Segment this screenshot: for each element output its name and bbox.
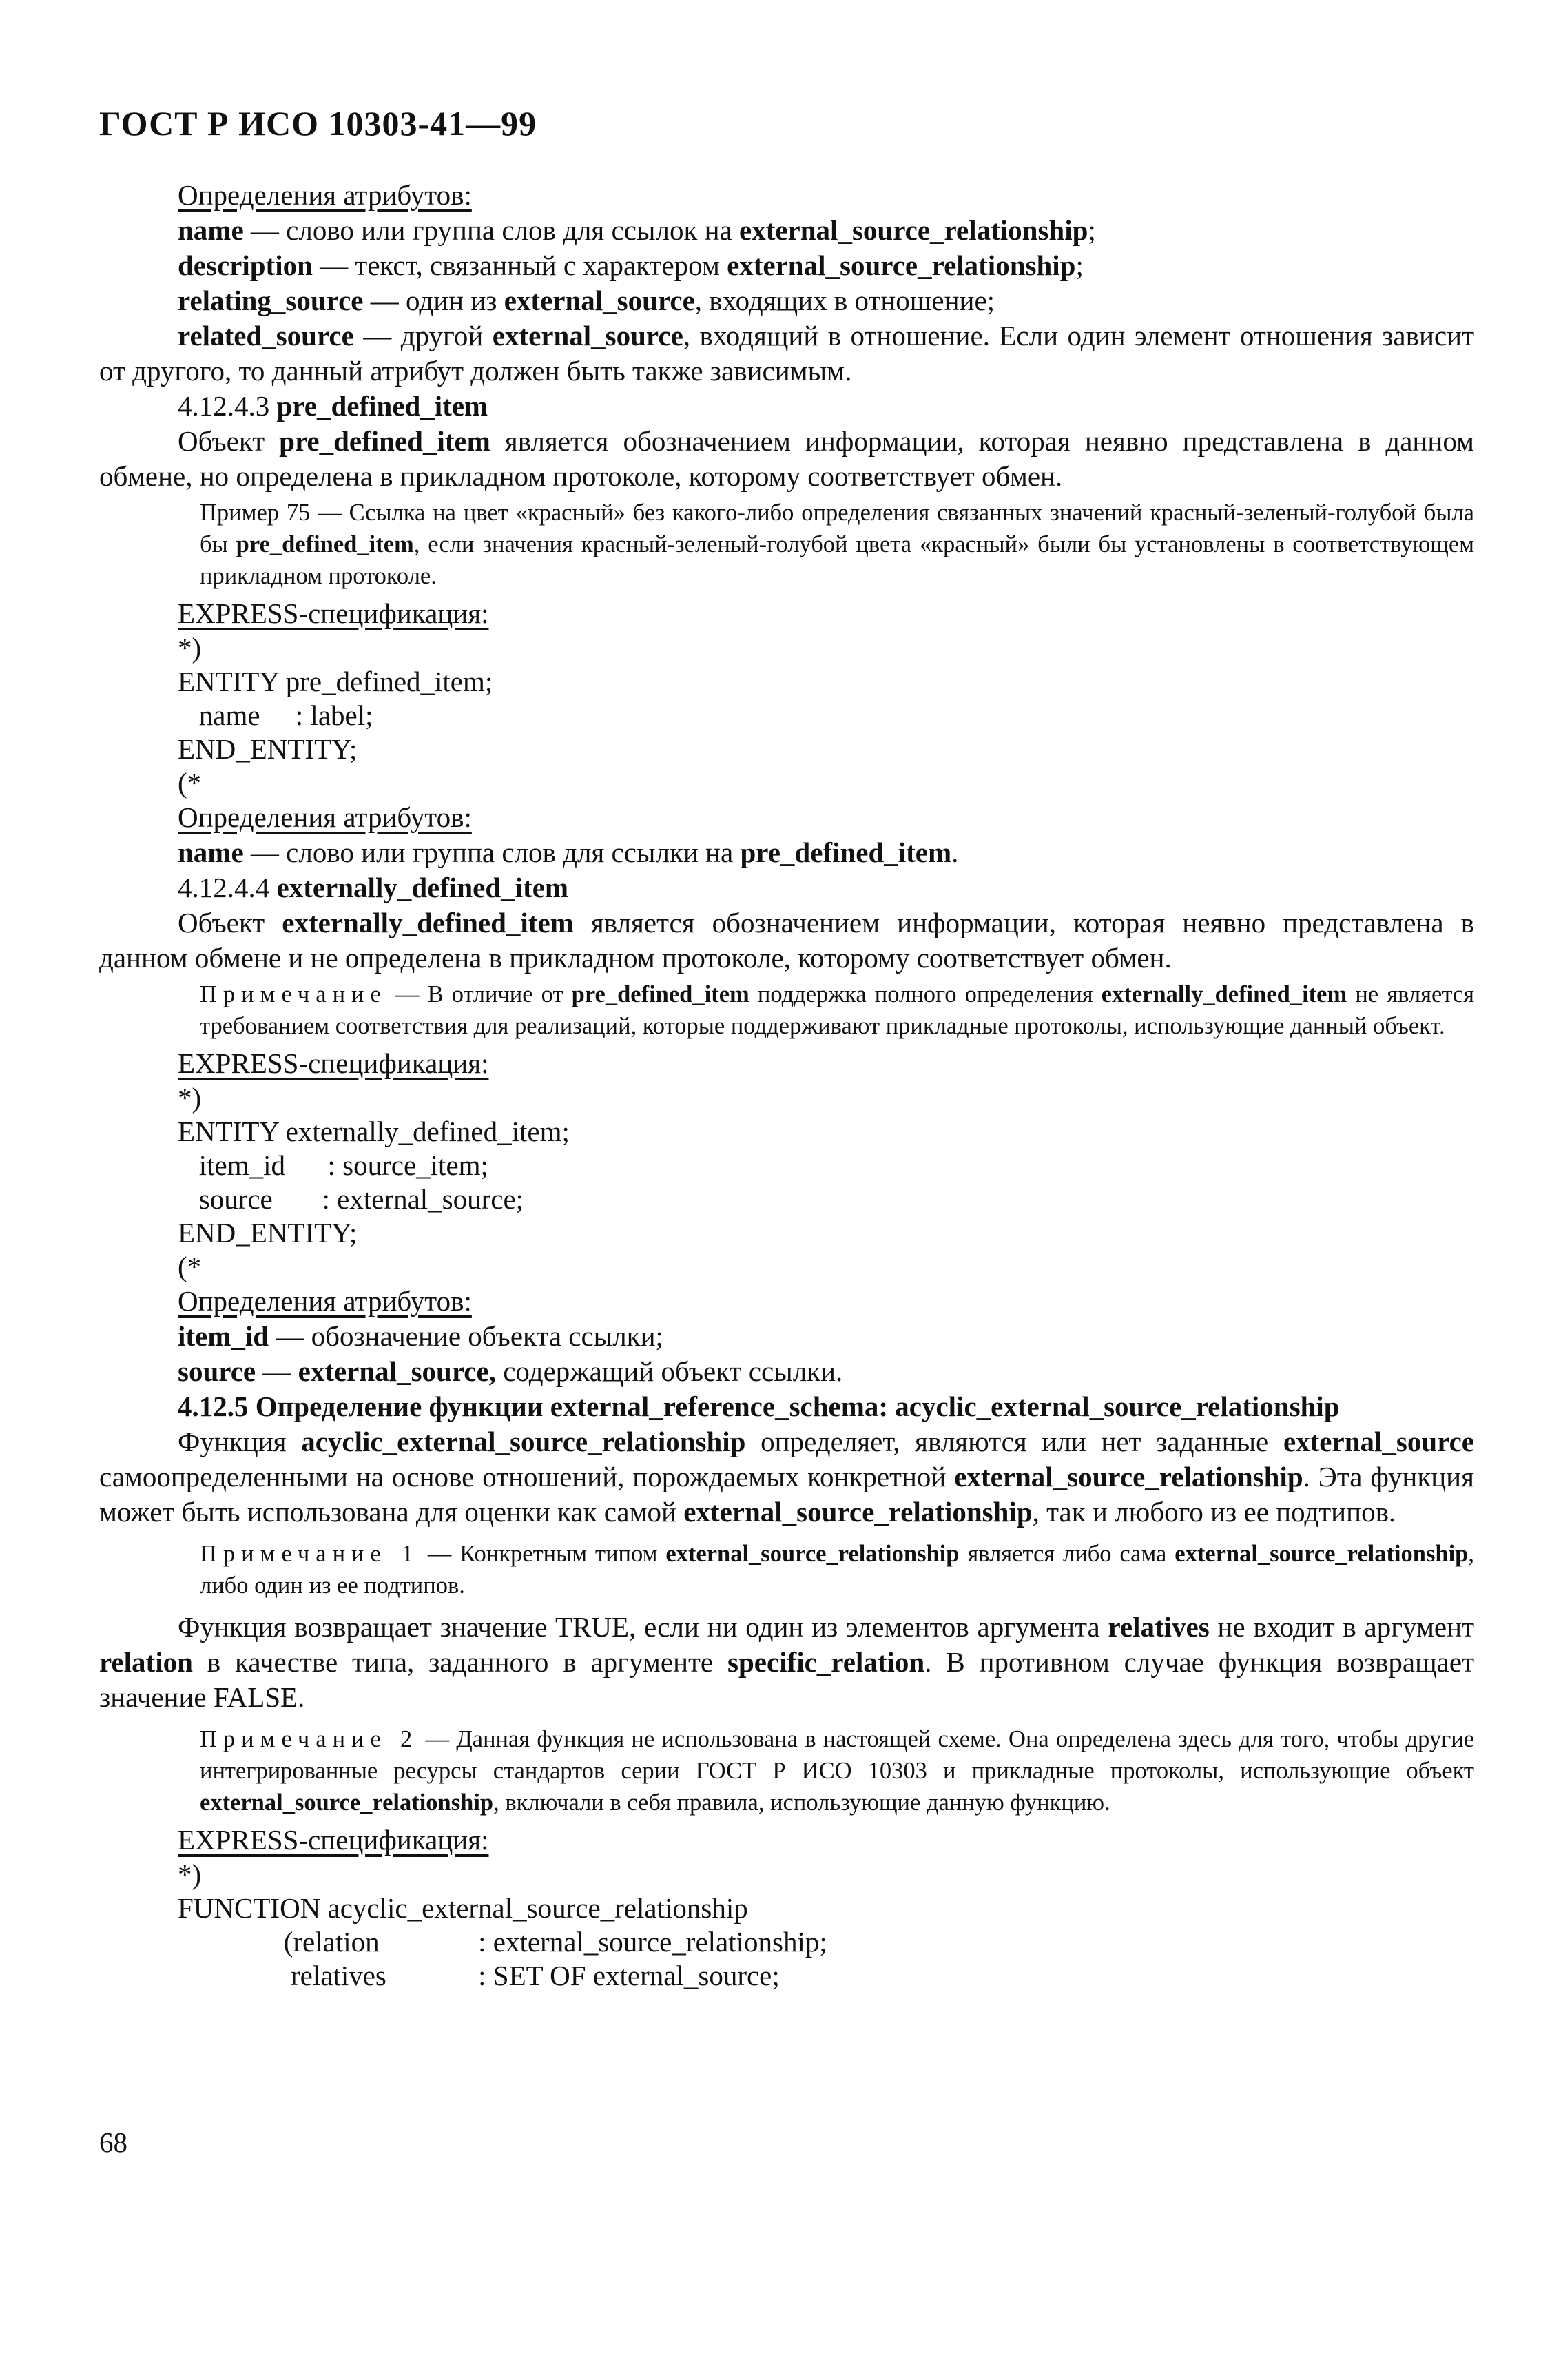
attr-defs-label (99, 178, 1474, 213)
entity-ref: external_source (492, 320, 683, 351)
text: — текст, связанный с характером (312, 249, 727, 281)
section-heading-pre-defined-item (99, 389, 1474, 424)
page-number: 68 (99, 2126, 127, 2158)
text: в качестве типа, заданного в аргументе (192, 1646, 728, 1678)
text: — Конкретным типом (419, 1541, 666, 1567)
code-line: END_ENTITY; (178, 733, 358, 765)
text: . (951, 837, 959, 868)
attr-def-relating-source (99, 283, 1474, 318)
entity-ref: external_source_relationship (683, 1496, 1033, 1528)
code-line: (relation : external_source_relationship; (178, 1926, 827, 1958)
section-title: 4.12.5 Определение функции external_reference_schema: acyclic_external_source_relationship (178, 1391, 1340, 1422)
express-spec-label-text: EXPRESS-спецификация: (178, 597, 489, 629)
note-1 (99, 1538, 1474, 1601)
entity-ref: acyclic_external_source_relationship (301, 1426, 746, 1457)
text: Функция (178, 1426, 302, 1457)
entity-ref: external_source (1283, 1426, 1475, 1457)
text: ; (1075, 249, 1084, 281)
code-line: relatives : SET OF external_source; (178, 1960, 780, 1991)
note-label: Примечание (200, 981, 387, 1007)
term: relating_source (178, 285, 364, 316)
code-line: source : external_source; (178, 1183, 524, 1215)
text: — (256, 1355, 298, 1387)
express-spec-label (99, 596, 1474, 631)
code-line: *) (178, 1858, 202, 1890)
term: name (178, 214, 244, 246)
note (99, 978, 1474, 1042)
attr-def-name (99, 835, 1474, 870)
text: . В противном случае функция возвращает значение FALSE. (99, 1646, 1474, 1713)
text: — один из (363, 285, 504, 316)
text: — обозначение объекта ссылки; (269, 1320, 663, 1352)
attr-defs-label-text: Определения атрибутов: (178, 1285, 472, 1317)
attr-defs-label-text: Определения атрибутов: (178, 179, 472, 211)
paragraph (99, 1610, 1474, 1715)
text: поддержка полного определения (749, 981, 1102, 1007)
document-header: ГОСТ Р ИСО 10303-41—99 (99, 104, 537, 143)
entity-ref: pre_defined_item (571, 981, 749, 1007)
express-spec-label-text: EXPRESS-спецификация: (178, 1047, 489, 1079)
term: source (178, 1355, 256, 1387)
section-number: 4.12.4.3 (178, 390, 277, 422)
text: — слово или группа слов для ссылок на (243, 214, 739, 246)
entity-ref: external_source_relationship (727, 249, 1076, 281)
text: ; (1088, 214, 1096, 246)
express-spec-label (99, 1823, 1474, 1858)
entity-ref: external_source_relationship (954, 1461, 1303, 1492)
entity-ref: external_source_relationship (739, 214, 1088, 246)
entity-ref: external_source, (298, 1355, 496, 1387)
term: name (178, 837, 244, 868)
note-label: Примечание 2 (200, 1726, 419, 1752)
entity-ref: external_source_relationship (665, 1541, 960, 1567)
section-title: externally_defined_item (276, 872, 569, 903)
code-line: name : label; (178, 699, 373, 731)
code-line: (* (178, 767, 202, 799)
entity-ref: pre_defined_item (740, 837, 952, 868)
term: related_source (178, 320, 354, 351)
attr-def-item-id (99, 1319, 1474, 1354)
term: item_id (178, 1320, 269, 1352)
express-spec-label (99, 1046, 1474, 1081)
code-line: (* (178, 1251, 202, 1282)
entity-ref: pre_defined_item (236, 531, 414, 557)
text: самоопределенными на основе отношений, порождаемых конкретной (99, 1461, 955, 1492)
attr-defs-label (99, 1284, 1474, 1319)
text: — Данная функция не использована в настоящей схеме. Она определена здесь для того, чтобы другие интегрированные ресурсы стандартов серии ГОСТ Р ИСО 10303 и прикладные протоколы, использующие объект (200, 1726, 1474, 1784)
paragraph (99, 905, 1474, 976)
attr-def-source (99, 1354, 1474, 1389)
entity-ref: relatives (1108, 1611, 1210, 1643)
text: Объект (178, 907, 282, 938)
code-line: item_id : source_item; (178, 1149, 488, 1181)
text: — другой (353, 320, 493, 351)
text: , либо один из ее подтипов. (200, 1541, 1474, 1599)
code-line: *) (178, 1082, 202, 1114)
note-2 (99, 1723, 1474, 1818)
text: , так и любого из ее подтипов. (1032, 1496, 1396, 1528)
attr-def-description (99, 248, 1474, 283)
entity-ref: relation (99, 1646, 193, 1678)
text: , входящих в отношение; (694, 285, 995, 316)
term: description (178, 249, 313, 281)
entity-ref: pre_defined_item (279, 425, 490, 457)
example-75 (99, 497, 1474, 592)
page-content (99, 178, 1474, 1993)
code-line: ENTITY externally_defined_item; (178, 1116, 570, 1147)
text: , входящий в отношение. Если один элемент отношения зависит от другого, то данный атрибут должен быть также зависимым. (99, 320, 1474, 387)
paragraph (99, 1424, 1474, 1530)
text: . Эта функция может быть использована для оценки как самой (99, 1461, 1474, 1528)
text: является обозначением информации, которая неявно представлена в данном обмене, но определена в прикладном протоколе, которому соответствует обмен. (99, 425, 1474, 492)
attr-defs-label (99, 800, 1474, 835)
entity-ref: specific_relation (727, 1646, 925, 1678)
paragraph (99, 424, 1474, 494)
text: содержащий объект ссылки. (495, 1355, 843, 1387)
code-line: FUNCTION acyclic_external_source_relationship (178, 1892, 748, 1924)
text: не входит в аргумент (1209, 1611, 1474, 1643)
entity-ref: externally_defined_item (282, 907, 574, 938)
text: — В отличие от (386, 981, 572, 1007)
text: , если значения красный-зеленый-голубой цвета «красный» были бы установлены в соответствующем прикладном протоколе. (200, 531, 1474, 589)
entity-ref: external_source_relationship (1175, 1541, 1469, 1567)
text: определяет, являются или нет заданные (745, 1426, 1283, 1457)
text: — слово или группа слов для ссылки на (243, 837, 741, 868)
code-line: END_ENTITY; (178, 1217, 358, 1249)
note-label: Примечание 1 (200, 1541, 420, 1567)
text: , включали в себя правила, использующие данную функцию. (493, 1789, 1110, 1816)
text: является либо сама (959, 1541, 1175, 1567)
attr-def-name (99, 213, 1474, 248)
text: Функция возвращает значение TRUE, если ни один из элементов аргумента (178, 1611, 1108, 1643)
attr-def-related-source (99, 318, 1474, 389)
text: Пример 75 — Ссылка на цвет «красный» без какого-либо определения связанных значений красный-зеленый-голубой была бы (200, 500, 1474, 557)
section-heading-function (99, 1389, 1474, 1424)
section-heading-externally-defined-item (99, 870, 1474, 905)
text: не является требованием соответствия для реализаций, которые поддерживают прикладные протоколы, использующие данный объект. (200, 981, 1475, 1039)
entity-ref: externally_defined_item (1101, 981, 1347, 1007)
section-title: pre_defined_item (276, 390, 488, 422)
section-number: 4.12.4.4 (178, 872, 277, 903)
text: является обозначением информации, которая неявно представлена в данном обмене и не определена в прикладном протоколе, которому соответствует обмен. (99, 907, 1474, 974)
entity-ref: external_source (504, 285, 695, 316)
entity-ref: external_source_relationship (200, 1789, 494, 1816)
attr-defs-label-text: Определения атрибутов: (178, 801, 472, 833)
text: Объект (178, 425, 280, 457)
express-spec-label-text: EXPRESS-спецификация: (178, 1824, 489, 1856)
code-line: *) (178, 632, 202, 664)
code-line: ENTITY pre_defined_item; (178, 666, 493, 697)
